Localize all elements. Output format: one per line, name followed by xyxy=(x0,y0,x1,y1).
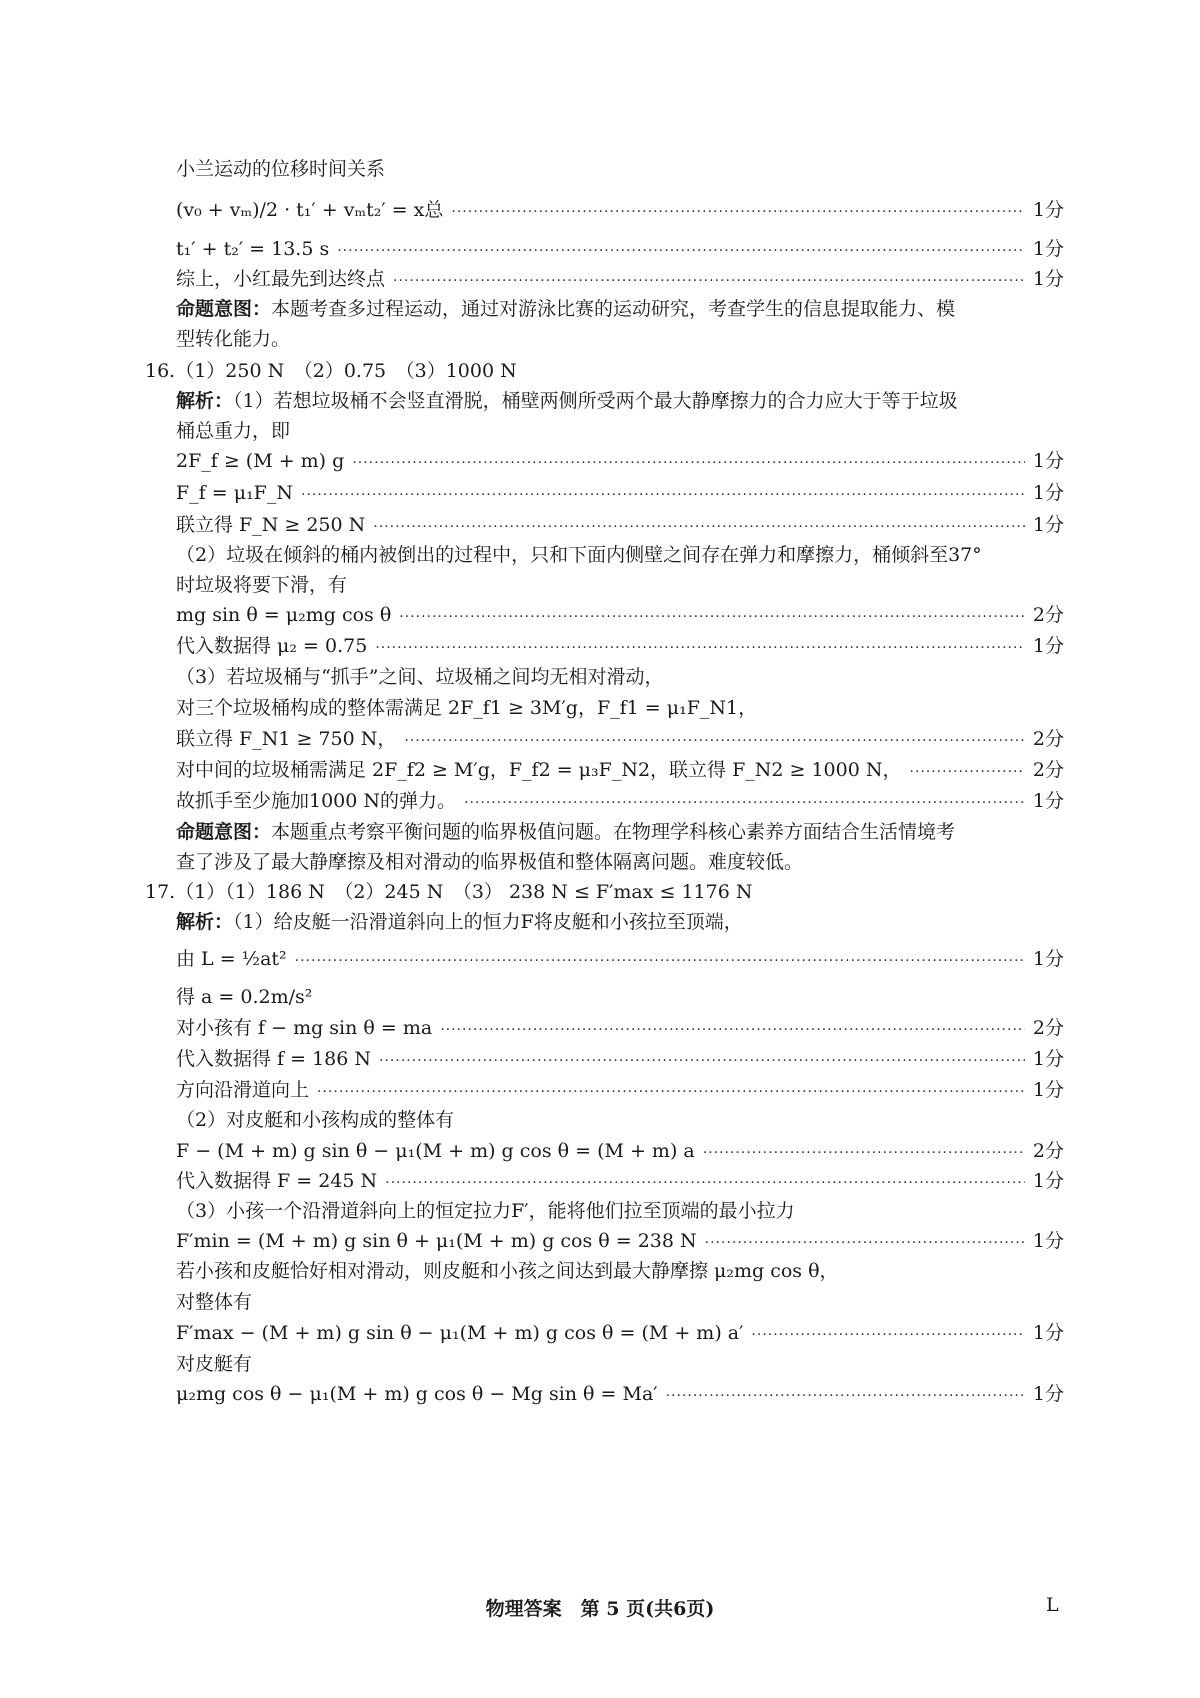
leader-dots xyxy=(705,1236,1025,1250)
text-line: 小兰运动的位移时间关系 xyxy=(176,158,386,180)
leader-dots xyxy=(301,488,1025,502)
score: 1分 xyxy=(1032,635,1064,657)
score: 1分 xyxy=(1032,1383,1064,1405)
answer-line: 对中间的垃圾桶需满足 2F_f2 ≥ M′g，F_f2 = μ₃F_N2，联立得 F_N2 ≥ 1000 N， ····· 2分 xyxy=(176,761,1064,780)
leader-dots xyxy=(379,1054,1025,1068)
answer-line: 故抓手至少施加1000 N的弹力。 ····· 1分 xyxy=(176,792,1064,811)
leader-dots xyxy=(451,205,1025,219)
score: 2分 xyxy=(1032,728,1064,750)
answer-line: 代入数据得 F = 245 N ····· 1分 xyxy=(176,1172,1064,1191)
text-line: 查了涉及了最大静摩擦及相对滑动的临界极值和整体隔离问题。难度较低。 xyxy=(176,851,804,873)
score: 1分 xyxy=(1032,514,1064,536)
text-line: （2）垃圾在倾斜的桶内被倒出的过程中，只和下面内侧壁之间存在弹力和摩擦力，桶倾斜至37° xyxy=(176,544,982,566)
leader-dots xyxy=(751,1328,1024,1342)
text-line: （2）对皮艇和小孩构成的整体有 xyxy=(176,1109,455,1131)
answer-line: 2F_f ≥ (M + m) g ····· 1分 xyxy=(176,452,1064,471)
question-17-answers: 17.（1）（1）186 N （2）245 N （3） 238 N ≤ F′max ≤ 1176 N xyxy=(145,881,753,903)
leader-dots xyxy=(373,520,1025,534)
analysis-label: 解析： xyxy=(176,911,234,933)
answer-line: 方向沿滑道向上 ····· 1分 xyxy=(176,1081,1064,1100)
answer-line: t₁′ + t₂′ = 13.5 s ····· 1分 xyxy=(176,240,1064,259)
text-line: 型转化能力。 xyxy=(176,328,291,350)
score: 1分 xyxy=(1032,948,1064,970)
answer-line: F′min = (M + m) g sin θ + μ₁(M + m) g cos θ = 238 N ····· 1分 xyxy=(176,1232,1064,1251)
answer-line: 联立得 F_N1 ≥ 750 N， ····· 2分 xyxy=(176,730,1064,749)
page-footer: 物理答案 第 5 页(共6页) xyxy=(485,1598,715,1620)
answer-line: 对小孩有 f − mg sin θ = ma ····· 2分 xyxy=(176,1019,1064,1038)
leader-dots xyxy=(352,456,1025,470)
leader-dots xyxy=(404,734,1025,748)
text-line: 对整体有 xyxy=(176,1291,253,1313)
leader-dots xyxy=(393,274,1025,288)
intent-line: 命题意图：本题考查多过程运动，通过对游泳比赛的运动研究，考查学生的信息提取能力、模 xyxy=(176,298,956,320)
question-16-answers: 16.（1）250 N （2）0.75 （3）1000 N xyxy=(145,360,517,382)
answer-line: 联立得 F_N ≥ 250 N ····· 1分 xyxy=(176,516,1064,535)
leader-dots xyxy=(703,1146,1025,1160)
leader-dots xyxy=(909,765,1024,779)
leader-dots xyxy=(464,796,1025,810)
score: 1分 xyxy=(1032,238,1064,260)
analysis-label: 解析： xyxy=(176,390,234,412)
answer-line: F_f = μ₁F_N ····· 1分 xyxy=(176,484,1064,503)
intent-line: 命题意图：本题重点考察平衡问题的临界极值问题。在物理学科核心素养方面结合生活情境考 xyxy=(176,821,956,843)
intent-label: 命题意图： xyxy=(176,298,272,320)
score: 1分 xyxy=(1032,268,1064,290)
score: 1分 xyxy=(1032,1170,1064,1192)
answer-line: 代入数据得 f = 186 N ····· 1分 xyxy=(176,1050,1064,1069)
score: 1分 xyxy=(1032,450,1064,472)
text-line: （3）若垃圾桶与“抓手”之间、垃圾桶之间均无相对滑动， xyxy=(176,666,664,688)
score: 1分 xyxy=(1032,199,1064,221)
leader-dots xyxy=(399,610,1025,624)
text-line: （3）小孩一个沿滑道斜向上的恒定拉力F′，能将他们拉至顶端的最小拉力 xyxy=(176,1200,795,1222)
leader-dots xyxy=(375,641,1025,655)
text-line: 得 a = 0.2m/s² xyxy=(176,986,313,1008)
answer-line: (v₀ + vₘ)/2 · t₁′ + vₘt₂′ = x总 ····· 1分 xyxy=(176,201,1064,220)
leader-dots xyxy=(440,1023,1025,1037)
score: 2分 xyxy=(1032,759,1064,781)
analysis-line: 解析：（1）若想垃圾桶不会竖直滑脱，桶壁两侧所受两个最大静摩擦力的合力应大于等于垃圾 xyxy=(176,390,958,412)
text-line: 时垃圾将要下滑，有 xyxy=(176,574,348,596)
leader-dots xyxy=(385,1176,1025,1190)
text-line: 对三个垃圾桶构成的整体需满足 2F_f1 ≥ 3M′g，F_f1 = μ₁F_N1， xyxy=(176,697,758,719)
answer-line: mg sin θ = μ₂mg cos θ ····· 2分 xyxy=(176,606,1064,625)
leader-dots xyxy=(317,1085,1025,1099)
score: 1分 xyxy=(1032,482,1064,504)
text-line: 若小孩和皮艇恰好相对滑动，则皮艇和小孩之间达到最大静摩擦 μ₂mg cos θ， xyxy=(176,1260,839,1282)
leader-dots xyxy=(337,244,1025,258)
score: 2分 xyxy=(1032,1140,1064,1162)
text-line: 对皮艇有 xyxy=(176,1353,253,1375)
paper-code: L xyxy=(1046,1594,1059,1616)
answer-line: 由 L = ½at² ····· 1分 xyxy=(176,950,1064,969)
score: 1分 xyxy=(1032,1322,1064,1344)
text-line: 桶总重力，即 xyxy=(176,420,291,442)
answer-line: 综上，小红最先到达终点 ····· 1分 xyxy=(176,270,1064,289)
analysis-line: 解析：（1）给皮艇一沿滑道斜向上的恒力F将皮艇和小孩拉至顶端， xyxy=(176,911,743,933)
score: 1分 xyxy=(1032,790,1064,812)
leader-dots xyxy=(295,954,1025,968)
score: 1分 xyxy=(1032,1230,1064,1252)
score: 1分 xyxy=(1032,1048,1064,1070)
intent-label: 命题意图： xyxy=(176,821,272,843)
answer-line: μ₂mg cos θ − μ₁(M + m) g cos θ − Mg sin θ = Ma′ ····· 1分 xyxy=(176,1385,1064,1404)
score: 1分 xyxy=(1032,1079,1064,1101)
leader-dots xyxy=(666,1389,1025,1403)
answer-line: F′max − (M + m) g sin θ − μ₁(M + m) g cos θ = (M + m) a′ ····· 1分 xyxy=(176,1324,1064,1343)
score: 2分 xyxy=(1032,1017,1064,1039)
answer-line: 代入数据得 μ₂ = 0.75 ····· 1分 xyxy=(176,637,1064,656)
answer-line: F − (M + m) g sin θ − μ₁(M + m) g cos θ = (M + m) a ····· 2分 xyxy=(176,1142,1064,1161)
score: 2分 xyxy=(1032,604,1064,626)
